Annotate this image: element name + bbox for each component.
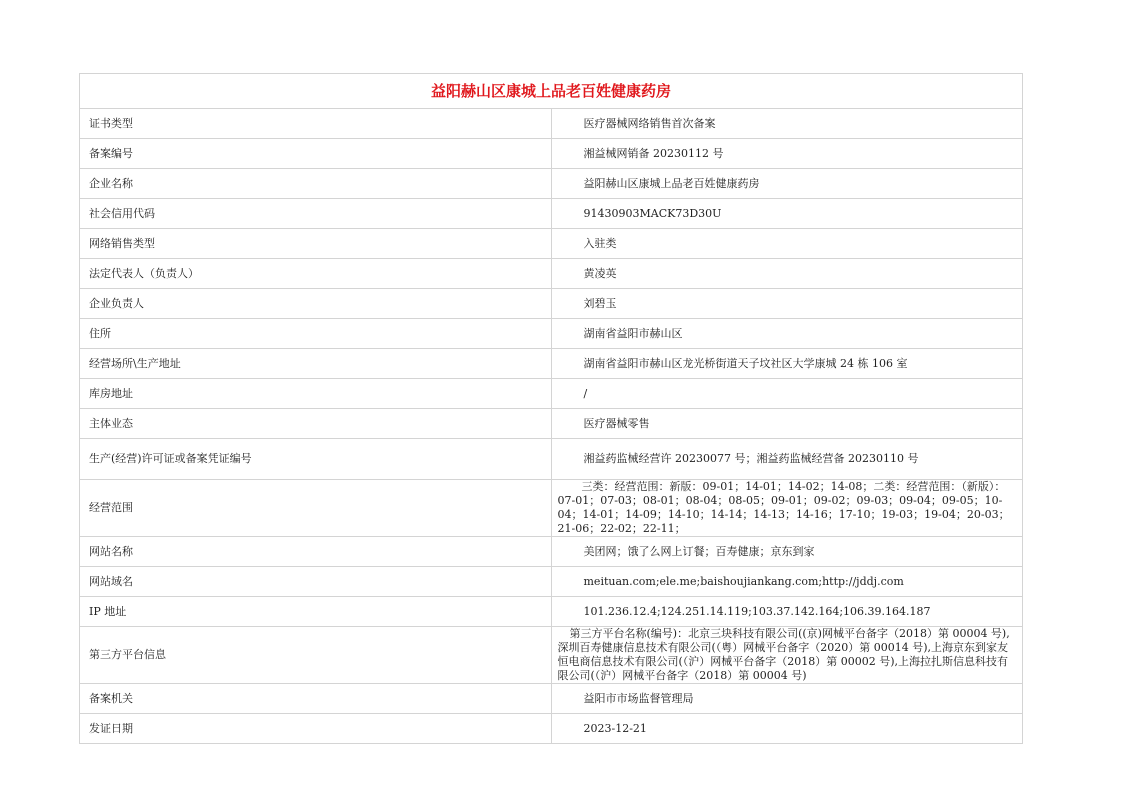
field-value: 2023-12-21 [551, 714, 1023, 744]
field-label: 证书类型 [80, 109, 552, 139]
field-label: 网站域名 [80, 567, 552, 597]
third-party-platform-text: 第三方平台名称(编号)：北京三块科技有限公司((京)网械平台备字（2018）第 00004 号),深圳百寿健康信息技术有限公司(（粤）网械平台备字（2020）第 00014 号),上海京东到家友恒电商信息技术有限公司(（沪）网械平台备字（2018）第 00002 号),上海拉扎斯信息科技有限公司(（沪）网械平台备字（2018）第 00004 号) [557, 627, 1010, 682]
field-label: 企业负责人 [80, 289, 552, 319]
field-label: 社会信用代码 [80, 199, 552, 229]
field-value: 美团网；饿了么网上订餐；百寿健康；京东到家 [551, 537, 1023, 567]
table-row [80, 439, 1023, 480]
table-row [80, 259, 1023, 289]
field-value: / [551, 379, 1023, 409]
field-label: 企业名称 [80, 169, 552, 199]
field-label: 经营场所\生产地址 [80, 349, 552, 379]
field-value: 刘碧玉 [551, 289, 1023, 319]
table-row [80, 349, 1023, 379]
document-title: 益阳赫山区康城上品老百姓健康药房 [80, 74, 1023, 109]
field-value: meituan.com;ele.me;baishoujiankang.com;http://jddj.com [551, 567, 1023, 597]
field-label: IP 地址 [80, 597, 552, 627]
field-label: 生产(经营)许可证或备案凭证编号 [80, 439, 552, 480]
certificate-table [79, 73, 1023, 744]
field-value: 101.236.12.4;124.251.14.119;103.37.142.164;106.39.164.187 [551, 597, 1023, 627]
table-row [80, 627, 1023, 684]
field-label: 发证日期 [80, 714, 552, 744]
field-label: 网站名称 [80, 537, 552, 567]
field-value: 湘益械网销备 20230112 号 [551, 139, 1023, 169]
table-row [80, 379, 1023, 409]
table-row [80, 567, 1023, 597]
title-row [80, 74, 1023, 109]
table-row [80, 229, 1023, 259]
field-value: 湖南省益阳市赫山区 [551, 319, 1023, 349]
field-value: 湘益药监械经营许 20230077 号；湘益药监械经营备 20230110 号 [551, 439, 1023, 480]
field-value: 益阳赫山区康城上品老百姓健康药房 [551, 169, 1023, 199]
field-value: 医疗器械零售 [551, 409, 1023, 439]
field-value [551, 627, 1023, 684]
field-label: 网络销售类型 [80, 229, 552, 259]
table-row [80, 480, 1023, 537]
table-row [80, 319, 1023, 349]
field-value: 入驻类 [551, 229, 1023, 259]
table-row [80, 409, 1023, 439]
table-row [80, 199, 1023, 229]
field-label: 经营范围 [80, 480, 552, 537]
field-label: 住所 [80, 319, 552, 349]
table-row [80, 289, 1023, 319]
field-label: 备案编号 [80, 139, 552, 169]
table-row [80, 684, 1023, 714]
field-value [551, 480, 1023, 537]
field-value: 医疗器械网络销售首次备案 [551, 109, 1023, 139]
table-row [80, 139, 1023, 169]
field-value: 黄凌英 [551, 259, 1023, 289]
table-row [80, 537, 1023, 567]
table-row [80, 714, 1023, 744]
field-value: 湖南省益阳市赫山区龙光桥街道天子坟社区大学康城 24 栋 106 室 [551, 349, 1023, 379]
field-label: 库房地址 [80, 379, 552, 409]
table-row [80, 109, 1023, 139]
field-label: 主体业态 [80, 409, 552, 439]
table-row [80, 169, 1023, 199]
field-label: 第三方平台信息 [80, 627, 552, 684]
field-label: 法定代表人（负责人） [80, 259, 552, 289]
field-value: 91430903MACK73D30U [551, 199, 1023, 229]
business-scope-text: 三类：经营范围：新版：09-01；14-01；14-02；14-08；二类：经营范围：（新版）：07-01；07-03；08-01；08-04；08-05；09-01；09-02；09-03；09-04；09-05；10-04；14-01；14-09；14-10；14-14；14-13；14-16；17-10；19-03；19-04；20-03；21-06；22-02；22-11； [557, 480, 1010, 535]
table-row [80, 597, 1023, 627]
field-value: 益阳市市场监督管理局 [551, 684, 1023, 714]
field-label: 备案机关 [80, 684, 552, 714]
